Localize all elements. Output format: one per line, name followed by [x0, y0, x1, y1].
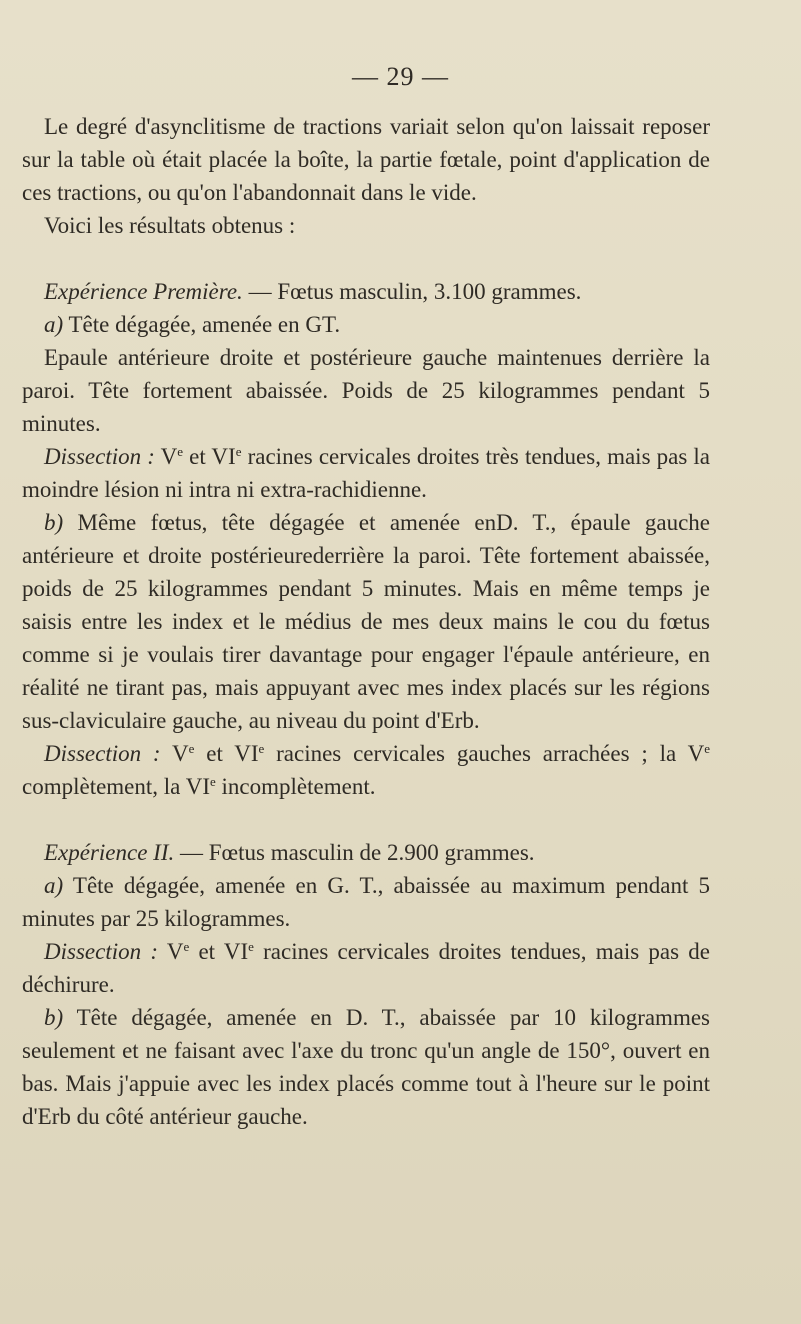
superscript: e — [183, 939, 190, 954]
dissection-text: V — [158, 939, 184, 964]
dissection-text: et VI — [194, 741, 259, 766]
dissection-text: racines cervicales gauches arrachées ; la V — [264, 741, 705, 766]
page-number: — 29 — — [352, 62, 449, 91]
superscript: e — [704, 741, 710, 756]
results-intro-text: Voici les résultats obtenus : — [44, 213, 296, 238]
experience-2-b-label: b) — [44, 1005, 64, 1030]
results-intro-paragraph — [22, 209, 710, 242]
experience-2-heading — [22, 836, 710, 869]
experience-2-dissection — [22, 935, 710, 1001]
dissection-label: Dissection : — [44, 444, 155, 469]
experience-1-b-label: b) — [44, 510, 64, 535]
experience-1-subject: — Fœtus masculin, 3.100 grammes. — [242, 279, 582, 304]
experience-2-a-paragraph — [22, 869, 710, 935]
experience-2-a-text: Tête dégagée, amenée en G. T., abaissée au maximum pendant 5 minutes par 25 kilogrammes. — [22, 873, 710, 931]
experience-1-a-cont-text: Epaule antérieure droite et postérieure gauche maintenues derrière la paroi. Tête fortement abaissée. Poids de 25 kilogrammes pendant 5 minutes. — [22, 345, 710, 436]
dissection-text: racines cervicales droites très tendues, mais pas la moindre lésion ni intra ni extra-rachidienne. — [22, 444, 711, 502]
intro-paragraph — [22, 110, 710, 209]
experience-1-a-label: a) — [44, 312, 64, 337]
superscript: e — [188, 741, 195, 756]
experience-2-a-label: a) — [44, 873, 64, 898]
experience-2-b-paragraph — [22, 1001, 710, 1133]
superscript: e — [210, 774, 216, 789]
superscript: e — [248, 939, 254, 954]
dissection-text: V — [154, 444, 178, 469]
superscript: e — [177, 444, 183, 459]
dissection-text: complètement, la VI — [22, 774, 210, 799]
experience-1-heading — [22, 275, 710, 308]
experience-1-dissection-1 — [22, 440, 710, 506]
dissection-label: Dissection : — [44, 939, 158, 964]
experience-1-a-paragraph — [22, 308, 710, 341]
experience-1-dissection-2 — [22, 737, 710, 803]
dissection-text: incomplètement. — [215, 774, 376, 799]
experience-2-subject: — Fœtus masculin de 2.900 grammes. — [174, 840, 535, 865]
experience-1-a-text: Tête dégagée, amenée en GT. — [63, 312, 341, 337]
dissection-text: V — [160, 741, 189, 766]
dissection-text: racines cervicales droites tendues, mais pas de déchirure. — [22, 939, 711, 997]
dissection-text: et VI — [189, 939, 249, 964]
intro-text: Le degré d'asynclitisme de tractions variait selon qu'on laissait reposer sur la table où était placée la boîte, la partie fœtale, point d'application de ces tractions, ou qu'on l'abandonnait dans le vide. — [22, 114, 710, 205]
dissection-label: Dissection : — [44, 741, 161, 766]
dissection-text: et VI — [183, 444, 236, 469]
experience-1-a-continuation — [22, 341, 710, 440]
superscript: e — [258, 741, 265, 756]
experience-1-b-text: Même fœtus, tête dégagée et amenée enD. T., épaule gauche antérieure et droite postérieurederrière la paroi. Tête fortement abaissée, poids de 25 kilogrammes pendant 5 minutes. Mais en même temps je saisis entre les index et le médius de mes deux mains le cou du fœtus comme si je voulais tirer davantage pour engager l'épaule antérieure, en réalité ne tirant pas, mais appuyant avec mes index placés sur les régions sus-claviculaire gauche, au niveau du point d'Erb. — [22, 510, 710, 733]
experience-1-b-paragraph — [22, 506, 710, 737]
superscript: e — [235, 444, 242, 459]
body-text — [22, 110, 710, 1133]
experience-2-title: Expérience II. — [44, 840, 175, 865]
experience-2-b-text: Tête dégagée, amenée en D. T., abaissée par 10 kilogrammes seulement et ne faisant avec l'axe du tronc qu'un angle de 150°, ouvert en bas. Mais j'appuie avec les index placés comme tout à l'heure sur le point d'Erb du côté antérieur gauche. — [22, 1005, 710, 1129]
experience-1-title: Expérience Première. — [44, 279, 243, 304]
